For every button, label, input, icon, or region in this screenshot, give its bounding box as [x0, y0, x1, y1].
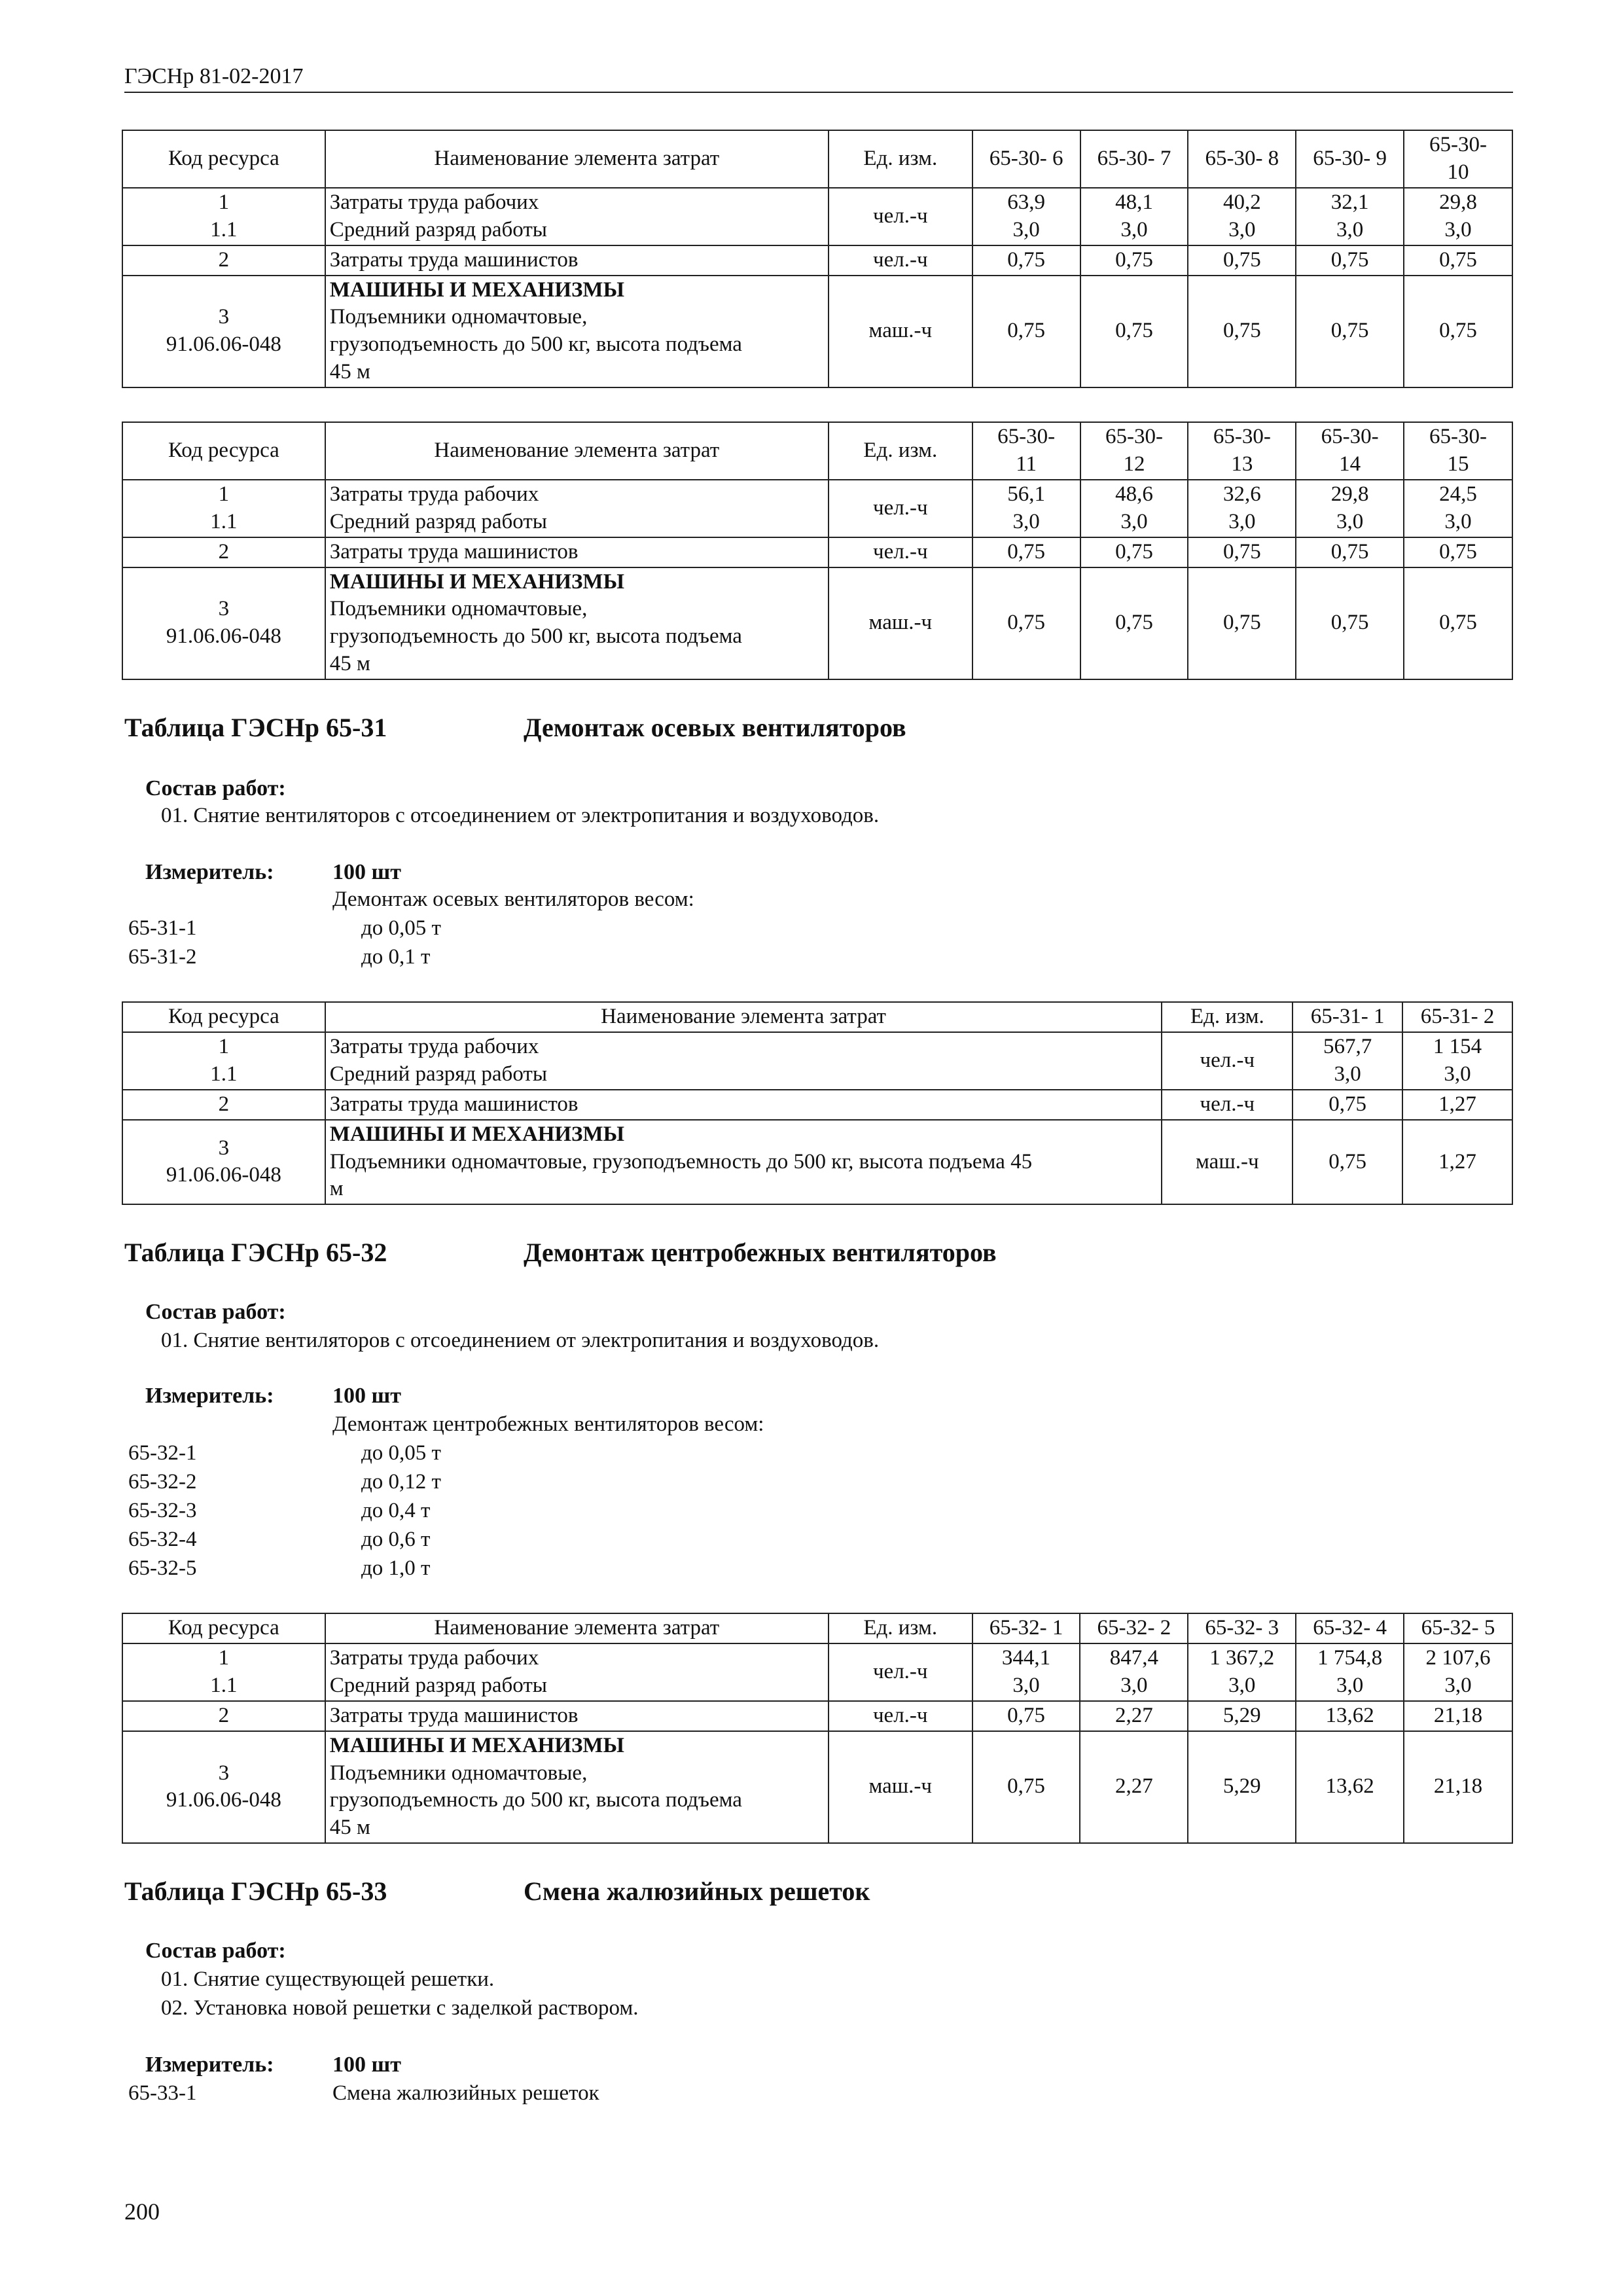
- variant-text: до 1,0 т: [361, 1556, 431, 1580]
- rate-value: 344,1 3,0: [972, 1643, 1080, 1701]
- rate-value: 0,75: [1296, 567, 1404, 680]
- rate-value: 13,62: [1296, 1731, 1404, 1844]
- code-column-header: Код ресурса: [122, 1002, 325, 1032]
- resource-code: 3 91.06.06-048: [122, 1731, 325, 1844]
- rate-value: 5,29: [1188, 1701, 1296, 1731]
- cost-element-text: Подъемники одномачтовые, грузоподъемность до 500 кг, высота подъема 45 м: [329, 597, 742, 676]
- unit-of-measure: чел.-ч: [829, 480, 972, 537]
- table-label: Таблица ГЭСНр 65-32: [124, 1238, 387, 1267]
- code-column-header: Код ресурса: [122, 422, 325, 480]
- variant-code: 65-33-1: [128, 2081, 197, 2105]
- variant-code: 65-32-5: [128, 1556, 197, 1580]
- measure-value: 100 шт: [332, 2053, 401, 2077]
- rate-column-header: 65-32- 1: [972, 1613, 1080, 1643]
- variant-code: 65-32-2: [128, 1470, 197, 1494]
- rate-column-header: 65-31- 2: [1402, 1002, 1512, 1032]
- rate-value: 0,75: [1404, 245, 1512, 276]
- unit-of-measure: маш.-ч: [1162, 1120, 1293, 1205]
- rate-value: 0,75: [1188, 245, 1296, 276]
- rate-value: 21,18: [1404, 1701, 1512, 1731]
- rate-column-header: 65-32- 5: [1404, 1613, 1512, 1643]
- rate-value: 0,75: [972, 537, 1080, 567]
- unit-column-header: Ед. изм.: [829, 130, 972, 188]
- table-row: [122, 245, 1512, 276]
- unit-column-header: Ед. изм.: [829, 422, 972, 480]
- rate-value: 48,6 3,0: [1080, 480, 1188, 537]
- rate-value: 24,5 3,0: [1404, 480, 1512, 537]
- table-name: Демонтаж осевых вентиляторов: [524, 713, 906, 742]
- resource-code: 2: [122, 1701, 325, 1731]
- resource-code: 3 91.06.06-048: [122, 276, 325, 388]
- rate-column-header: 65-31- 1: [1293, 1002, 1402, 1032]
- resource-code: 1 1.1: [122, 1032, 325, 1090]
- rate-column-header: 65-30- 6: [972, 130, 1080, 188]
- variant-code: 65-32-1: [128, 1441, 197, 1465]
- cost-element-name: Затраты труда рабочих Средний разряд работы: [325, 188, 829, 245]
- rate-value: 0,75: [1404, 567, 1512, 680]
- resource-table-65-32: [122, 1613, 1513, 1844]
- cost-element-name: [325, 1731, 829, 1844]
- rate-value: 0,75: [1293, 1090, 1402, 1120]
- work-composition-heading: Состав работ:: [145, 1939, 286, 1963]
- rate-value: 0,75: [972, 1731, 1080, 1844]
- category-heading: МАШИНЫ И МЕХАНИЗМЫ: [329, 569, 624, 594]
- code-column-header: Код ресурса: [122, 1613, 325, 1643]
- rate-column-header: 65-32- 3: [1188, 1613, 1296, 1643]
- table-header-row: [122, 1002, 1512, 1032]
- rate-value: 0,75: [1080, 245, 1188, 276]
- table-row: [122, 1701, 1512, 1731]
- resource-code: 2: [122, 245, 325, 276]
- cost-element-name: [325, 567, 829, 680]
- rate-value: 0,75: [972, 276, 1080, 388]
- measure-value: 100 шт: [332, 860, 401, 884]
- rate-column-header: 65-30- 15: [1404, 422, 1512, 480]
- rate-value: 32,1 3,0: [1296, 188, 1404, 245]
- rate-value: 0,75: [1188, 276, 1296, 388]
- rate-value: 29,8 3,0: [1404, 188, 1512, 245]
- resource-code: 3 91.06.06-048: [122, 1120, 325, 1205]
- variant-code: 65-32-4: [128, 1528, 197, 1551]
- rate-column-header: 65-30- 7: [1080, 130, 1188, 188]
- cost-element-text: Подъемники одномачтовые, грузоподъемность до 500 кг, высота подъема 45 м: [329, 1761, 742, 1840]
- section-title-65-33: [124, 1876, 870, 1907]
- rate-value: 48,1 3,0: [1080, 188, 1188, 245]
- rate-column-header: 65-30- 9: [1296, 130, 1404, 188]
- page-header: ГЭСНр 81-02-2017: [124, 64, 1513, 93]
- table-label: Таблица ГЭСНр 65-33: [124, 1876, 387, 1906]
- variant-text: до 0,4 т: [361, 1499, 431, 1522]
- resource-code: 1 1.1: [122, 480, 325, 537]
- rate-value: 1 367,2 3,0: [1188, 1643, 1296, 1701]
- rate-value: 2 107,6 3,0: [1404, 1643, 1512, 1701]
- resource-code: 3 91.06.06-048: [122, 567, 325, 680]
- rate-value: 2,27: [1080, 1701, 1188, 1731]
- category-heading: МАШИНЫ И МЕХАНИЗМЫ: [329, 1733, 624, 1757]
- rate-value: 13,62: [1296, 1701, 1404, 1731]
- rate-value: 29,8 3,0: [1296, 480, 1404, 537]
- cost-element-name: Затраты труда рабочих Средний разряд работы: [325, 1643, 829, 1701]
- table-row: [122, 1731, 1512, 1844]
- unit-of-measure: чел.-ч: [829, 537, 972, 567]
- section-title-65-31: [124, 712, 906, 743]
- rate-column-header: 65-30- 14: [1296, 422, 1404, 480]
- variant-text: Смена жалюзийных решеток: [332, 2081, 599, 2105]
- rate-column-header: 65-32- 2: [1080, 1613, 1188, 1643]
- unit-column-header: Ед. изм.: [829, 1613, 972, 1643]
- rate-value: 5,29: [1188, 1731, 1296, 1844]
- cost-element-text: Подъемники одномачтовые, грузоподъемность до 500 кг, высота подъема 45 м: [329, 305, 742, 384]
- work-step: 01. Снятие существующей решетки.: [161, 1967, 495, 1991]
- rate-value: 0,75: [1080, 276, 1188, 388]
- table-row: [122, 567, 1512, 680]
- rate-value: 0,75: [1296, 276, 1404, 388]
- unit-of-measure: чел.-ч: [829, 188, 972, 245]
- table-header-row: [122, 1613, 1512, 1643]
- measure-description: Демонтаж осевых вентиляторов весом:: [332, 888, 694, 911]
- rate-value: 0,75: [1296, 537, 1404, 567]
- cost-element-name: Затраты труда машинистов: [325, 245, 829, 276]
- unit-of-measure: чел.-ч: [829, 1701, 972, 1731]
- cost-element-name: Затраты труда машинистов: [325, 537, 829, 567]
- unit-of-measure: чел.-ч: [1162, 1090, 1293, 1120]
- name-column-header: Наименование элемента затрат: [325, 130, 829, 188]
- table-header-row: [122, 422, 1512, 480]
- name-column-header: Наименование элемента затрат: [325, 1613, 829, 1643]
- table-row: [122, 188, 1512, 245]
- table-row: [122, 1643, 1512, 1701]
- table-header-row: [122, 130, 1512, 188]
- work-composition-heading: Состав работ:: [145, 1300, 286, 1324]
- page-number: 200: [124, 2198, 160, 2225]
- table-row: [122, 276, 1512, 388]
- section-title-65-32: [124, 1237, 997, 1268]
- variant-text: до 0,6 т: [361, 1528, 431, 1551]
- cost-element-name: Затраты труда машинистов: [325, 1701, 829, 1731]
- rate-value: 0,75: [1293, 1120, 1402, 1205]
- cost-element-name: Затраты труда рабочих Средний разряд работы: [325, 1032, 1162, 1090]
- unit-of-measure: маш.-ч: [829, 276, 972, 388]
- measure-value: 100 шт: [332, 1384, 401, 1408]
- rate-value: 0,75: [972, 245, 1080, 276]
- rate-column-header: 65-32- 4: [1296, 1613, 1404, 1643]
- resource-code: 1 1.1: [122, 188, 325, 245]
- table-name: Смена жалюзийных решеток: [524, 1876, 870, 1906]
- rate-value: 0,75: [1404, 276, 1512, 388]
- unit-of-measure: чел.-ч: [1162, 1032, 1293, 1090]
- table-name: Демонтаж центробежных вентиляторов: [524, 1238, 997, 1267]
- cost-element-name: [325, 276, 829, 388]
- variant-code: 65-32-3: [128, 1499, 197, 1522]
- rate-value: 40,2 3,0: [1188, 188, 1296, 245]
- resource-code: 2: [122, 537, 325, 567]
- table-row: [122, 537, 1512, 567]
- variant-text: до 0,05 т: [361, 916, 441, 940]
- category-heading: МАШИНЫ И МЕХАНИЗМЫ: [329, 1122, 625, 1146]
- unit-of-measure: маш.-ч: [829, 1731, 972, 1844]
- rate-value: 0,75: [972, 567, 1080, 680]
- code-column-header: Код ресурса: [122, 130, 325, 188]
- measure-label: Измеритель:: [145, 860, 274, 884]
- rate-value: 0,75: [1188, 567, 1296, 680]
- rate-value: 56,1 3,0: [972, 480, 1080, 537]
- unit-of-measure: чел.-ч: [829, 245, 972, 276]
- table-row: [122, 1090, 1512, 1120]
- resource-code: 1 1.1: [122, 1643, 325, 1701]
- variant-code: 65-31-1: [128, 916, 197, 940]
- rate-value: 0,75: [1080, 567, 1188, 680]
- table-row: [122, 1032, 1512, 1090]
- work-composition-heading: Состав работ:: [145, 776, 286, 800]
- rate-value: 1,27: [1402, 1090, 1512, 1120]
- rate-value: 567,7 3,0: [1293, 1032, 1402, 1090]
- variant-text: до 0,12 т: [361, 1470, 441, 1494]
- rate-column-header: 65-30- 13: [1188, 422, 1296, 480]
- rate-column-header: 65-30- 10: [1404, 130, 1512, 188]
- rate-value: 0,75: [1296, 245, 1404, 276]
- resource-code: 2: [122, 1090, 325, 1120]
- rate-value: 0,75: [1080, 537, 1188, 567]
- measure-label: Измеритель:: [145, 2053, 274, 2077]
- unit-of-measure: маш.-ч: [829, 567, 972, 680]
- table-row: [122, 1120, 1512, 1205]
- rate-column-header: 65-30- 11: [972, 422, 1080, 480]
- measure-description: Демонтаж центробежных вентиляторов весом:: [332, 1412, 764, 1436]
- work-step: 01. Снятие вентиляторов с отсоединением от электропитания и воздуховодов.: [161, 804, 880, 827]
- rate-value: 1 154 3,0: [1402, 1032, 1512, 1090]
- cost-element-name: [325, 1120, 1162, 1205]
- resource-table-65-31: [122, 1001, 1513, 1205]
- rate-column-header: 65-30- 12: [1080, 422, 1188, 480]
- table-row: [122, 480, 1512, 537]
- name-column-header: Наименование элемента затрат: [325, 422, 829, 480]
- rate-value: 1,27: [1402, 1120, 1512, 1205]
- name-column-header: Наименование элемента затрат: [325, 1002, 1162, 1032]
- variant-text: до 0,05 т: [361, 1441, 441, 1465]
- rate-value: 2,27: [1080, 1731, 1188, 1844]
- measure-label: Измеритель:: [145, 1384, 274, 1408]
- rate-value: 847,4 3,0: [1080, 1643, 1188, 1701]
- cost-element-name: Затраты труда рабочих Средний разряд работы: [325, 480, 829, 537]
- category-heading: МАШИНЫ И МЕХАНИЗМЫ: [329, 278, 624, 302]
- work-step: 01. Снятие вентиляторов с отсоединением от электропитания и воздуховодов.: [161, 1329, 880, 1352]
- rate-column-header: 65-30- 8: [1188, 130, 1296, 188]
- rate-value: 0,75: [972, 1701, 1080, 1731]
- rate-value: 63,9 3,0: [972, 188, 1080, 245]
- work-step: 02. Установка новой решетки с заделкой раствором.: [161, 1996, 639, 2020]
- resource-table-65-30-6-10: [122, 130, 1513, 388]
- rate-value: 0,75: [1404, 537, 1512, 567]
- cost-element-name: Затраты труда машинистов: [325, 1090, 1162, 1120]
- resource-table-65-30-11-15: [122, 422, 1513, 680]
- table-label: Таблица ГЭСНр 65-31: [124, 713, 387, 742]
- rate-value: 1 754,8 3,0: [1296, 1643, 1404, 1701]
- variant-code: 65-31-2: [128, 945, 197, 969]
- cost-element-text: Подъемники одномачтовые, грузоподъемность до 500 кг, высота подъема 45 м: [329, 1149, 1033, 1201]
- rate-value: 32,6 3,0: [1188, 480, 1296, 537]
- rate-value: 0,75: [1188, 537, 1296, 567]
- unit-column-header: Ед. изм.: [1162, 1002, 1293, 1032]
- variant-text: до 0,1 т: [361, 945, 431, 969]
- unit-of-measure: чел.-ч: [829, 1643, 972, 1701]
- rate-value: 21,18: [1404, 1731, 1512, 1844]
